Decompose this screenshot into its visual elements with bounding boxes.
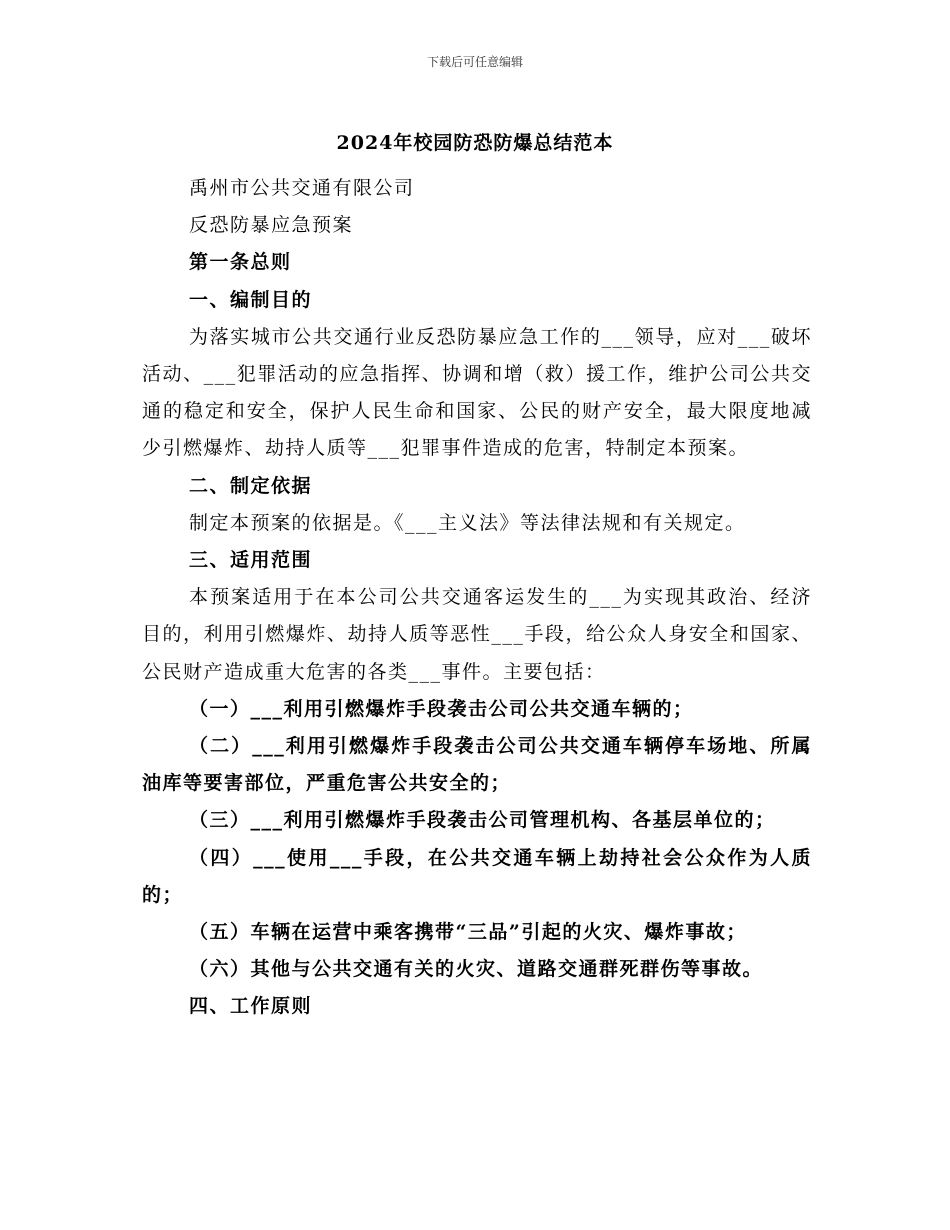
list-item: （六）其他与公共交通有关的火灾、道路交通群死群伤等事故。 bbox=[189, 958, 764, 981]
section-heading-scope: 三、适用范围 bbox=[189, 549, 313, 572]
document-title: 2024年校园防恐防爆总结范本 bbox=[336, 132, 614, 154]
list-item: （五）车辆在运营中乘客携带“三品”引起的火灾、爆炸事故； bbox=[189, 921, 747, 944]
section-heading-purpose: 一、编制目的 bbox=[189, 288, 313, 311]
list-item: （二）___利用引燃爆炸手段袭击公司公共交通车辆停车场地、所属油库等要害部位，严重危害公共安全的； bbox=[142, 735, 812, 795]
chapter-heading: 第一条总则 bbox=[189, 251, 292, 274]
section-heading-principles: 四、工作原则 bbox=[189, 995, 313, 1018]
document-body bbox=[142, 170, 812, 1026]
list-item: （一）___利用引燃爆炸手段袭击公司公共交通车辆的； bbox=[189, 697, 694, 720]
list-item: （四）___使用___手段，在公共交通车辆上劫持社会公众作为人质的； bbox=[142, 846, 812, 906]
section-heading-basis: 二、制定依据 bbox=[189, 474, 313, 497]
plan-name: 反恐防暴应急预案 bbox=[189, 214, 354, 237]
list-item: （三）___利用引燃爆炸手段袭击公司管理机构、各基层单位的； bbox=[189, 809, 776, 832]
company-name: 禹州市公共交通有限公司 bbox=[189, 177, 415, 199]
page-header-note: 下载后可任意编辑 bbox=[426, 55, 523, 69]
paragraph-basis: 制定本预案的依据是。《___主义法》等法律法规和有关规定。 bbox=[189, 511, 746, 534]
paragraph-scope: 本预案适用于在本公司公共交通客运发生的___为实现其政治、经济目的，利用引燃爆炸、劫持人质等恶性___手段，给公众人身安全和国家、公民财产造成重大危害的各类___事件。主要包括： bbox=[142, 586, 812, 683]
paragraph-purpose: 为落实城市公共交通行业反恐防暴应急工作的___领导，应对___破坏活动、___犯罪活动的应急指挥、协调和增（救）援工作，维护公司公共交通的稳定和安全，保护人民生命和国家、公民的财产安全，最大限度地减少引燃爆炸、劫持人质等___犯罪事件造成的危害，特制定本预案。 bbox=[142, 325, 812, 460]
